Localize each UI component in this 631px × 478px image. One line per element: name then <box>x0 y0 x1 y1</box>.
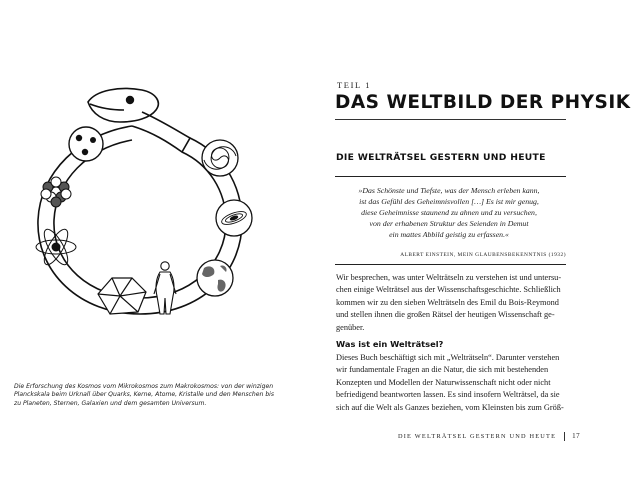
quote-attribution: ALBERT EINSTEIN, MEIN GLAUBENSBEKENNTNIS (1932) <box>400 252 566 258</box>
cosmic-ouroboros-illustration <box>20 82 280 332</box>
figure-caption: Die Erforschung des Kosmos vom Mikrokosmos zum Makrokosmos: von der winzigen Planckskala beim Urknall über Quarks, Kerne, Atome, Kristalle und den Menschen bis zu Planeten, Sternen, Galaxien und dem gesamten Universum. <box>14 383 275 407</box>
quote-top-divider <box>335 176 566 177</box>
epigraph-quote <box>342 185 556 240</box>
text-line: kommen wir zu den sieben Welträtseln des Emil du Bois-Reymond <box>336 297 559 307</box>
galaxy-cluster-icon <box>216 200 252 236</box>
text-line: genüber. <box>336 322 365 332</box>
quarks-sphere-icon <box>69 127 103 161</box>
text-line: Konzepten und Modellen der Naturwissenschaft nicht oder nicht <box>336 377 551 387</box>
subheading: Was ist ein Welträtsel? <box>336 339 444 349</box>
human-figure-icon <box>154 262 176 314</box>
text-line: wir fundamentale Fragen an die Natur, die sich mit bestehenden <box>336 365 549 375</box>
text-line: chen einige Welträtsel aus der Wissenschaftsgeschichte. Schließlich <box>336 285 561 295</box>
text-line: Dieses Buch beschäftigt sich mit „Welträtseln“. Darunter verstehen <box>336 353 560 362</box>
section-title: DIE WELTRÄTSEL GESTERN UND HEUTE <box>336 152 546 163</box>
title-divider <box>335 119 566 120</box>
quote-bottom-divider <box>335 264 566 265</box>
part-label: TEIL 1 <box>337 80 372 90</box>
text-line: und stellen ihnen die großen Rätsel der heutigen Wissenschaft ge- <box>336 310 555 320</box>
page-number: 17 <box>572 432 581 440</box>
quote-line: »Das Schönste und Tiefste, was der Mensch erleben kann, <box>358 186 540 195</box>
spiral-galaxy-icon <box>202 140 238 176</box>
quote-line: von der erhabenen Struktur des Seienden in Demut <box>369 219 529 228</box>
text-line: Wir besprechen, was unter Welträtseln zu verstehen ist und untersu- <box>336 273 562 282</box>
text-line: befriedigend beantworten lassen. Es sind insofern Welträtsel, da sie <box>336 390 560 400</box>
planet-earth-icon <box>197 260 233 296</box>
page-footer <box>398 432 580 441</box>
running-head: DIE WELTRÄTSEL GESTERN UND HEUTE <box>398 433 557 440</box>
text-line: sich auf die Welt als Ganzes beziehen, vom Kleinsten bis zum Größ- <box>336 402 564 412</box>
body-paragraph <box>336 352 568 414</box>
left-page <box>0 0 300 478</box>
part-title: DAS WELTBILD DER PHYSIK <box>335 92 631 113</box>
footer-separator <box>564 432 565 441</box>
quote-line: ein mattes Abbild geistig zu erfassen.« <box>389 230 509 239</box>
quote-line: diese Geheimnisse staunend zu ahnen und zu versuchen, <box>361 208 537 217</box>
intro-paragraph <box>336 272 568 334</box>
quote-line: ist das Gefühl des Geheimnisvollen […] Es ist mir genug, <box>359 197 539 206</box>
